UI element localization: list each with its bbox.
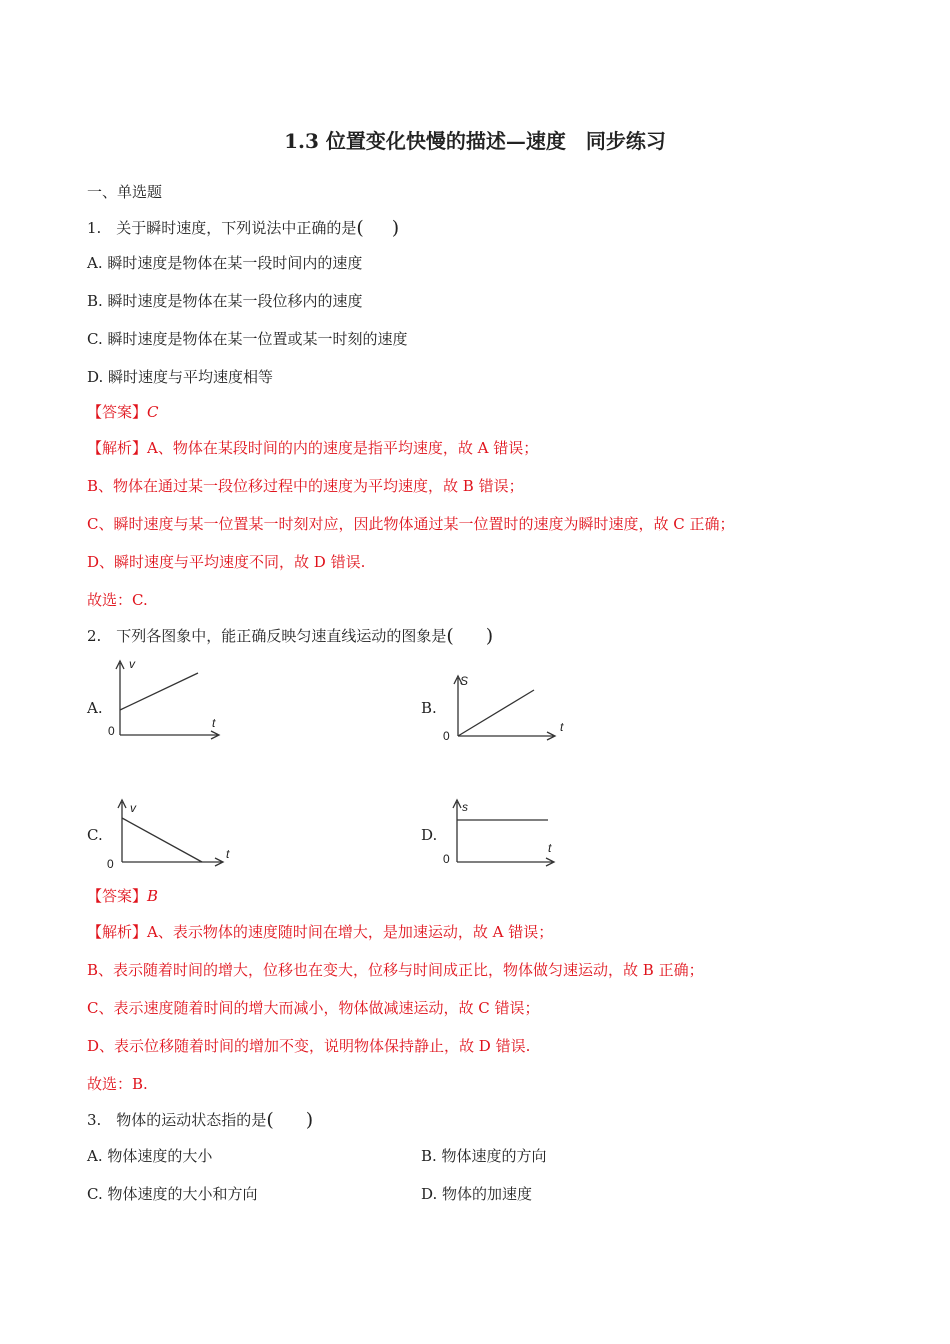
graph-d-label: D. [421, 826, 438, 844]
section-heading: 一、单选题 [87, 183, 163, 201]
answer-paren-close: ) [485, 625, 494, 647]
q1-option-c: C. 瞬时速度是物体在某一位置或某一时刻的速度 [87, 330, 408, 348]
graph-a-v-t-increasing [100, 655, 230, 745]
origin-label: 0 [107, 857, 114, 871]
q1-analysis-line: 【解析】A、物体在某段时间的内的速度是指平均速度，故 A 错误； [87, 439, 539, 457]
question-2-stem [87, 625, 493, 646]
q3-option-c: C. 物体速度的大小和方向 [87, 1185, 258, 1203]
q2-analysis-line: D、表示位移随着时间的增加不变，说明物体保持静止，故 D 错误. [87, 1037, 531, 1055]
graph-b-s-t-proportional [440, 670, 570, 745]
answer-paren-close: ) [391, 217, 400, 239]
y-axis-label: v [130, 801, 136, 815]
question-stem-text: 3. 物体的运动状态指的是 [87, 1111, 267, 1129]
question-stem-text: 2. 下列各图象中，能正确反映匀速直线运动的图象是 [87, 627, 447, 645]
q2-conclusion: 故选：B. [87, 1075, 148, 1093]
q2-analysis-line: 【解析】A、表示物体的速度随时间在增大，是加速运动，故 A 错误； [87, 923, 554, 941]
q3-option-d: D. 物体的加速度 [421, 1185, 533, 1203]
answer-value: B [147, 887, 159, 905]
q1-conclusion: 故选：C. [87, 591, 148, 609]
page-title: 1.3 位置变化快慢的描述—速度 同步练习 [284, 129, 666, 153]
graph-line [122, 818, 202, 862]
y-axis-label: s [462, 800, 468, 814]
answer-label: 【答案】 [87, 887, 148, 905]
answer-value: C [147, 403, 159, 421]
graph-c-label: C. [87, 826, 103, 844]
graph-line [458, 690, 534, 736]
q1-option-d: D. 瞬时速度与平均速度相等 [87, 368, 274, 386]
x-axis-label: t [226, 847, 230, 861]
x-axis-label: t [212, 716, 216, 730]
q1-option-a: A. 瞬时速度是物体在某一段时间内的速度 [87, 254, 363, 272]
q3-option-b: B. 物体速度的方向 [421, 1147, 547, 1165]
answer-paren-open: ( [356, 217, 364, 239]
q1-analysis-line: C、瞬时速度与某一位置某一时刻对应，因此物体通过某一位置时的速度为瞬时速度，故 C 正确； [87, 515, 735, 533]
x-axis-label: t [560, 720, 564, 734]
q1-answer [87, 402, 159, 422]
answer-paren-close: ) [305, 1109, 314, 1131]
origin-label: 0 [108, 724, 115, 738]
answer-paren-open: ( [266, 1109, 274, 1131]
x-axis-label: t [548, 841, 552, 855]
y-axis-label: v [129, 657, 135, 671]
answer-label: 【答案】 [87, 403, 148, 421]
graph-line [120, 673, 198, 710]
graph-c-v-t-decreasing [100, 796, 240, 871]
q1-analysis-line: B、物体在通过某一段位移过程中的速度为平均速度，故 B 错误； [87, 477, 524, 495]
q2-analysis-line: C、表示速度随着时间的增大而减小，物体做减速运动，故 C 错误； [87, 999, 540, 1017]
question-3-stem [87, 1109, 313, 1130]
graph-d-s-t-constant [440, 796, 570, 871]
origin-label: 0 [443, 729, 450, 743]
graph-b-label: B. [421, 699, 437, 717]
q3-option-a: A. 物体速度的大小 [87, 1147, 213, 1165]
answer-paren-open: ( [446, 625, 454, 647]
graph-a-label: A. [87, 699, 103, 717]
question-stem-text: 1. 关于瞬时速度，下列说法中正确的是 [87, 219, 357, 237]
question-1-stem [87, 217, 399, 238]
origin-label: 0 [443, 852, 450, 866]
q1-option-b: B. 瞬时速度是物体在某一段位移内的速度 [87, 292, 363, 310]
q2-answer [87, 886, 158, 906]
y-axis-label: S [460, 674, 469, 688]
q2-analysis-line: B、表示随着时间的增大，位移也在变大，位移与时间成正比，物体做匀速运动，故 B 正确； [87, 961, 704, 979]
q1-analysis-line: D、瞬时速度与平均速度不同，故 D 错误. [87, 553, 366, 571]
